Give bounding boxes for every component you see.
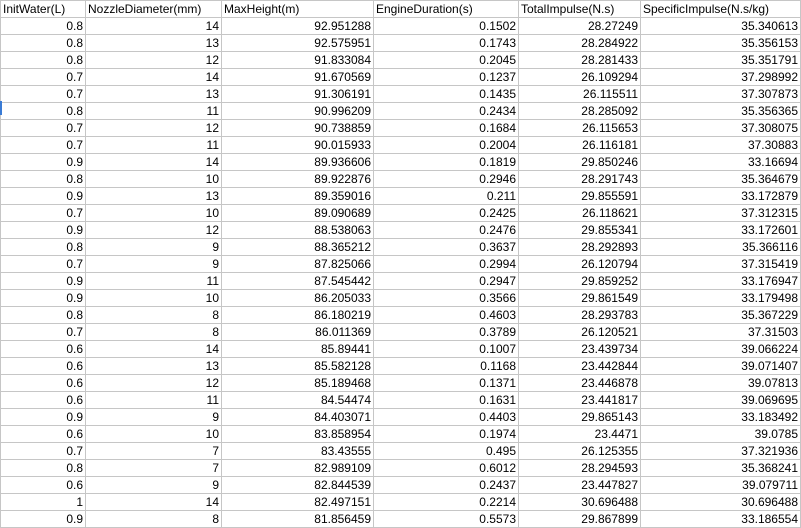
table-row <box>1 52 801 69</box>
cell-engine-duration[interactable]: 0.1168 <box>374 358 519 375</box>
cell-init-water[interactable]: 0.9 <box>1 188 86 205</box>
cell-total-impulse[interactable]: 26.115511 <box>519 86 641 103</box>
cell-max-height[interactable]: 82.989109 <box>222 460 374 477</box>
header-cell-total-impulse[interactable]: TotalImpulse(N.s) <box>519 1 641 18</box>
table-row <box>1 477 801 494</box>
cell-max-height[interactable]: 84.54474 <box>222 392 374 409</box>
table-row <box>1 460 801 477</box>
cell-init-water[interactable]: 0.9 <box>1 290 86 307</box>
cell-total-impulse[interactable]: 26.109294 <box>519 69 641 86</box>
cell-nozzle-diameter[interactable]: 14 <box>86 154 222 171</box>
cell-engine-duration[interactable]: 0.6012 <box>374 460 519 477</box>
cell-init-water[interactable]: 0.9 <box>1 511 86 528</box>
cell-init-water[interactable]: 0.8 <box>1 35 86 52</box>
header-cell-specific-impulse[interactable]: SpecificImpulse(N.s/kg) <box>641 1 801 18</box>
cell-total-impulse[interactable]: 26.125355 <box>519 443 641 460</box>
table-row <box>1 35 801 52</box>
cell-nozzle-diameter[interactable]: 10 <box>86 171 222 188</box>
cell-nozzle-diameter[interactable]: 11 <box>86 137 222 154</box>
cell-init-water[interactable]: 0.8 <box>1 103 86 120</box>
cell-specific-impulse[interactable]: 33.176947 <box>641 273 801 290</box>
cell-init-water[interactable]: 0.9 <box>1 409 86 426</box>
cell-nozzle-diameter[interactable]: 14 <box>86 494 222 511</box>
cell-total-impulse[interactable]: 28.281433 <box>519 52 641 69</box>
cell-max-height[interactable]: 91.670569 <box>222 69 374 86</box>
cell-engine-duration[interactable]: 0.2045 <box>374 52 519 69</box>
cell-max-height[interactable]: 86.205033 <box>222 290 374 307</box>
cell-nozzle-diameter[interactable]: 11 <box>86 273 222 290</box>
cell-nozzle-diameter[interactable]: 9 <box>86 256 222 273</box>
header-row <box>1 1 801 18</box>
cell-specific-impulse[interactable]: 39.069695 <box>641 392 801 409</box>
cell-total-impulse[interactable]: 28.293783 <box>519 307 641 324</box>
cell-max-height[interactable]: 89.922876 <box>222 171 374 188</box>
cell-specific-impulse[interactable]: 33.186554 <box>641 511 801 528</box>
cell-specific-impulse[interactable]: 35.356153 <box>641 35 801 52</box>
cell-total-impulse[interactable]: 28.284922 <box>519 35 641 52</box>
cell-specific-impulse[interactable]: 35.351791 <box>641 52 801 69</box>
cell-nozzle-diameter[interactable]: 8 <box>86 511 222 528</box>
cell-nozzle-diameter[interactable]: 12 <box>86 375 222 392</box>
cell-init-water[interactable]: 0.9 <box>1 154 86 171</box>
cell-engine-duration[interactable]: 0.2946 <box>374 171 519 188</box>
cell-init-water[interactable]: 0.8 <box>1 307 86 324</box>
cell-total-impulse[interactable]: 23.4471 <box>519 426 641 443</box>
table-row <box>1 307 801 324</box>
cell-total-impulse[interactable]: 28.291743 <box>519 171 641 188</box>
cell-nozzle-diameter[interactable]: 8 <box>86 307 222 324</box>
table-row <box>1 171 801 188</box>
cell-engine-duration[interactable]: 0.2214 <box>374 494 519 511</box>
table-row <box>1 18 801 35</box>
cell-nozzle-diameter[interactable]: 9 <box>86 239 222 256</box>
table-row <box>1 358 801 375</box>
cell-nozzle-diameter[interactable]: 11 <box>86 103 222 120</box>
cell-max-height[interactable]: 91.306191 <box>222 86 374 103</box>
cell-init-water[interactable]: 0.8 <box>1 239 86 256</box>
header-cell-nozzle-diameter[interactable]: NozzleDiameter(mm) <box>86 1 222 18</box>
table-row <box>1 256 801 273</box>
cell-specific-impulse[interactable]: 35.356365 <box>641 103 801 120</box>
cell-total-impulse[interactable]: 29.855591 <box>519 188 641 205</box>
table-row <box>1 222 801 239</box>
cell-total-impulse[interactable]: 29.855341 <box>519 222 641 239</box>
cell-max-height[interactable]: 92.951288 <box>222 18 374 35</box>
cell-max-height[interactable]: 85.89441 <box>222 341 374 358</box>
table-row <box>1 239 801 256</box>
cell-engine-duration[interactable]: 0.1371 <box>374 375 519 392</box>
cell-init-water[interactable]: 0.9 <box>1 222 86 239</box>
header-cell-max-height[interactable]: MaxHeight(m) <box>222 1 374 18</box>
table-row <box>1 409 801 426</box>
cell-max-height[interactable]: 89.090689 <box>222 205 374 222</box>
table-row <box>1 120 801 137</box>
cell-total-impulse[interactable]: 26.115653 <box>519 120 641 137</box>
cell-init-water[interactable]: 0.6 <box>1 392 86 409</box>
cell-engine-duration[interactable]: 0.1974 <box>374 426 519 443</box>
cell-total-impulse[interactable]: 28.294593 <box>519 460 641 477</box>
cell-engine-duration[interactable]: 0.3566 <box>374 290 519 307</box>
cell-specific-impulse[interactable]: 35.366116 <box>641 239 801 256</box>
cell-max-height[interactable]: 86.180219 <box>222 307 374 324</box>
cell-nozzle-diameter[interactable]: 12 <box>86 222 222 239</box>
table-row <box>1 188 801 205</box>
cell-specific-impulse[interactable]: 33.16694 <box>641 154 801 171</box>
cell-init-water[interactable]: 0.7 <box>1 137 86 154</box>
cell-engine-duration[interactable]: 0.1435 <box>374 86 519 103</box>
cell-max-height[interactable]: 85.189468 <box>222 375 374 392</box>
cell-specific-impulse[interactable]: 33.172879 <box>641 188 801 205</box>
cell-engine-duration[interactable]: 0.4603 <box>374 307 519 324</box>
cell-init-water[interactable]: 0.6 <box>1 341 86 358</box>
cell-max-height[interactable]: 92.575951 <box>222 35 374 52</box>
cell-nozzle-diameter[interactable]: 7 <box>86 443 222 460</box>
table-row <box>1 341 801 358</box>
cell-max-height[interactable]: 88.538063 <box>222 222 374 239</box>
cell-init-water[interactable]: 0.8 <box>1 52 86 69</box>
cell-init-water[interactable]: 0.6 <box>1 358 86 375</box>
cell-total-impulse[interactable]: 28.292893 <box>519 239 641 256</box>
cell-total-impulse[interactable]: 23.441817 <box>519 392 641 409</box>
cell-init-water[interactable]: 0.7 <box>1 205 86 222</box>
cell-engine-duration[interactable]: 0.2476 <box>374 222 519 239</box>
cell-engine-duration[interactable]: 0.2437 <box>374 477 519 494</box>
cell-total-impulse[interactable]: 30.696488 <box>519 494 641 511</box>
cell-engine-duration[interactable]: 0.3637 <box>374 239 519 256</box>
cell-engine-duration[interactable]: 0.2434 <box>374 103 519 120</box>
cell-nozzle-diameter[interactable]: 10 <box>86 426 222 443</box>
cell-init-water[interactable]: 1 <box>1 494 86 511</box>
cell-max-height[interactable]: 88.365212 <box>222 239 374 256</box>
cell-total-impulse[interactable]: 29.850246 <box>519 154 641 171</box>
cell-nozzle-diameter[interactable]: 14 <box>86 69 222 86</box>
cell-engine-duration[interactable]: 0.1684 <box>374 120 519 137</box>
cell-init-water[interactable]: 0.8 <box>1 171 86 188</box>
table-row <box>1 392 801 409</box>
cell-engine-duration[interactable]: 0.3789 <box>374 324 519 341</box>
cell-specific-impulse[interactable]: 35.340613 <box>641 18 801 35</box>
cell-max-height[interactable]: 85.582128 <box>222 358 374 375</box>
cell-specific-impulse[interactable]: 35.367229 <box>641 307 801 324</box>
cell-nozzle-diameter[interactable]: 11 <box>86 392 222 409</box>
cell-max-height[interactable]: 89.359016 <box>222 188 374 205</box>
table-row <box>1 137 801 154</box>
cell-total-impulse[interactable]: 26.118621 <box>519 205 641 222</box>
cell-init-water[interactable]: 0.7 <box>1 256 86 273</box>
cell-total-impulse[interactable]: 23.439734 <box>519 341 641 358</box>
cell-init-water[interactable]: 0.8 <box>1 18 86 35</box>
cell-specific-impulse[interactable]: 33.172601 <box>641 222 801 239</box>
cell-engine-duration[interactable]: 0.2947 <box>374 273 519 290</box>
cell-engine-duration[interactable]: 0.2004 <box>374 137 519 154</box>
cell-total-impulse[interactable]: 28.285092 <box>519 103 641 120</box>
cell-max-height[interactable]: 89.936606 <box>222 154 374 171</box>
cell-init-water[interactable]: 0.7 <box>1 86 86 103</box>
cell-total-impulse[interactable]: 23.446878 <box>519 375 641 392</box>
cell-init-water[interactable]: 0.6 <box>1 426 86 443</box>
cell-total-impulse[interactable]: 29.865143 <box>519 409 641 426</box>
table-row <box>1 205 801 222</box>
cell-max-height[interactable]: 81.856459 <box>222 511 374 528</box>
cell-specific-impulse[interactable]: 39.079711 <box>641 477 801 494</box>
cell-max-height[interactable]: 90.996209 <box>222 103 374 120</box>
cell-engine-duration[interactable]: 0.211 <box>374 188 519 205</box>
cell-specific-impulse[interactable]: 37.31503 <box>641 324 801 341</box>
cell-nozzle-diameter[interactable]: 10 <box>86 290 222 307</box>
row-cursor-indicator <box>0 101 2 115</box>
cell-max-height[interactable]: 83.858954 <box>222 426 374 443</box>
cell-specific-impulse[interactable]: 30.696488 <box>641 494 801 511</box>
cell-max-height[interactable]: 86.011369 <box>222 324 374 341</box>
table-row <box>1 86 801 103</box>
cell-init-water[interactable]: 0.8 <box>1 460 86 477</box>
cell-max-height[interactable]: 91.833084 <box>222 52 374 69</box>
cell-nozzle-diameter[interactable]: 7 <box>86 460 222 477</box>
cell-init-water[interactable]: 0.7 <box>1 120 86 137</box>
cell-specific-impulse[interactable]: 35.364679 <box>641 171 801 188</box>
table-row <box>1 69 801 86</box>
cell-nozzle-diameter[interactable]: 8 <box>86 324 222 341</box>
header-cell-engine-duration[interactable]: EngineDuration(s) <box>374 1 519 18</box>
cell-engine-duration[interactable]: 0.4403 <box>374 409 519 426</box>
table-row <box>1 511 801 528</box>
cell-nozzle-diameter[interactable]: 12 <box>86 120 222 137</box>
cell-init-water[interactable]: 0.7 <box>1 69 86 86</box>
cell-specific-impulse[interactable]: 37.321936 <box>641 443 801 460</box>
cell-specific-impulse[interactable]: 33.179498 <box>641 290 801 307</box>
table-row <box>1 324 801 341</box>
cell-nozzle-diameter[interactable]: 13 <box>86 35 222 52</box>
cell-engine-duration[interactable]: 0.1502 <box>374 18 519 35</box>
cell-max-height[interactable]: 87.545442 <box>222 273 374 290</box>
cell-engine-duration[interactable]: 0.495 <box>374 443 519 460</box>
cell-init-water[interactable]: 0.6 <box>1 375 86 392</box>
cell-specific-impulse[interactable]: 37.307873 <box>641 86 801 103</box>
cell-specific-impulse[interactable]: 37.308075 <box>641 120 801 137</box>
table-row <box>1 290 801 307</box>
cell-total-impulse[interactable]: 26.116181 <box>519 137 641 154</box>
table-row <box>1 154 801 171</box>
cell-specific-impulse[interactable]: 37.315419 <box>641 256 801 273</box>
cell-specific-impulse[interactable]: 39.071407 <box>641 358 801 375</box>
cell-engine-duration[interactable]: 0.1743 <box>374 35 519 52</box>
cell-specific-impulse[interactable]: 39.066224 <box>641 341 801 358</box>
cell-nozzle-diameter[interactable]: 12 <box>86 52 222 69</box>
cell-max-height[interactable]: 82.497151 <box>222 494 374 511</box>
cell-total-impulse[interactable]: 26.120794 <box>519 256 641 273</box>
cell-nozzle-diameter[interactable]: 9 <box>86 409 222 426</box>
cell-total-impulse[interactable]: 23.447827 <box>519 477 641 494</box>
table-row <box>1 375 801 392</box>
cell-nozzle-diameter[interactable]: 14 <box>86 341 222 358</box>
cell-specific-impulse[interactable]: 37.298992 <box>641 69 801 86</box>
cell-specific-impulse[interactable]: 39.0785 <box>641 426 801 443</box>
cell-total-impulse[interactable]: 23.442844 <box>519 358 641 375</box>
cell-specific-impulse[interactable]: 33.183492 <box>641 409 801 426</box>
cell-max-height[interactable]: 87.825066 <box>222 256 374 273</box>
cell-nozzle-diameter[interactable]: 10 <box>86 205 222 222</box>
cell-nozzle-diameter[interactable]: 14 <box>86 18 222 35</box>
cell-total-impulse[interactable]: 29.867899 <box>519 511 641 528</box>
cell-max-height[interactable]: 82.844539 <box>222 477 374 494</box>
table-row <box>1 426 801 443</box>
cell-engine-duration[interactable]: 0.1237 <box>374 69 519 86</box>
cell-init-water[interactable]: 0.6 <box>1 477 86 494</box>
cell-total-impulse[interactable]: 29.859252 <box>519 273 641 290</box>
cell-nozzle-diameter[interactable]: 9 <box>86 477 222 494</box>
cell-engine-duration[interactable]: 0.1631 <box>374 392 519 409</box>
cell-total-impulse[interactable]: 26.120521 <box>519 324 641 341</box>
cell-total-impulse[interactable]: 29.861549 <box>519 290 641 307</box>
table-row <box>1 273 801 290</box>
cell-total-impulse[interactable]: 28.27249 <box>519 18 641 35</box>
cell-specific-impulse[interactable]: 37.30883 <box>641 137 801 154</box>
table-row <box>1 443 801 460</box>
cell-engine-duration[interactable]: 0.2425 <box>374 205 519 222</box>
cell-init-water[interactable]: 0.9 <box>1 273 86 290</box>
table-row <box>1 103 801 120</box>
cell-engine-duration[interactable]: 0.1819 <box>374 154 519 171</box>
cell-engine-duration[interactable]: 0.5573 <box>374 511 519 528</box>
cell-nozzle-diameter[interactable]: 13 <box>86 358 222 375</box>
header-cell-init-water[interactable]: InitWater(L) <box>1 1 86 18</box>
cell-engine-duration[interactable]: 0.1007 <box>374 341 519 358</box>
cell-nozzle-diameter[interactable]: 13 <box>86 86 222 103</box>
cell-max-height[interactable]: 90.738859 <box>222 120 374 137</box>
cell-engine-duration[interactable]: 0.2994 <box>374 256 519 273</box>
cell-init-water[interactable]: 0.7 <box>1 324 86 341</box>
cell-specific-impulse[interactable]: 39.07813 <box>641 375 801 392</box>
cell-init-water[interactable]: 0.7 <box>1 443 86 460</box>
cell-specific-impulse[interactable]: 35.368241 <box>641 460 801 477</box>
cell-nozzle-diameter[interactable]: 13 <box>86 188 222 205</box>
cell-max-height[interactable]: 83.43555 <box>222 443 374 460</box>
table-row <box>1 494 801 511</box>
cell-max-height[interactable]: 90.015933 <box>222 137 374 154</box>
cell-specific-impulse[interactable]: 37.312315 <box>641 205 801 222</box>
cell-max-height[interactable]: 84.403071 <box>222 409 374 426</box>
